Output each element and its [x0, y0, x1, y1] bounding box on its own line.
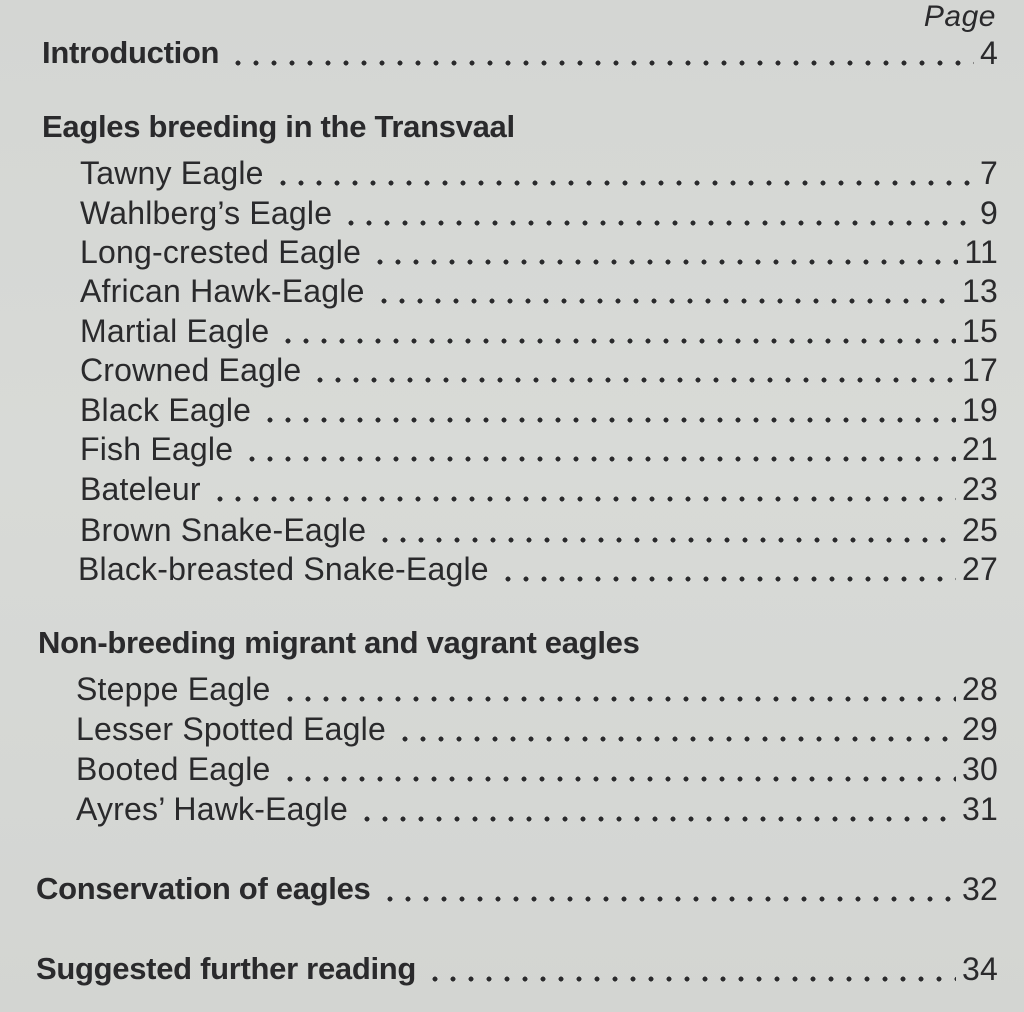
- dot-leader: [426, 952, 956, 986]
- dot-leader: [342, 196, 974, 230]
- toc-entry: [0, 387, 1024, 427]
- dot-leader: [281, 752, 956, 786]
- toc-entry-title: Bateleur: [80, 471, 201, 507]
- dot-leader: [229, 36, 974, 70]
- dot-leader: [375, 274, 956, 308]
- toc-entry-further-reading: [0, 946, 1024, 986]
- toc-entry-title: Black Eagle: [80, 392, 252, 428]
- toc-entry-title: Booted Eagle: [76, 751, 271, 787]
- toc-entry-page: 32: [962, 871, 998, 907]
- toc-entry-page: 11: [964, 234, 998, 270]
- dot-leader: [381, 872, 957, 906]
- toc-entry-page: 19: [962, 392, 998, 428]
- toc-entry: [0, 746, 1024, 786]
- toc-entry-title: Black-breasted Snake-Eagle: [78, 551, 489, 587]
- toc-entry-page: 15: [962, 313, 998, 349]
- dot-leader: [371, 235, 958, 269]
- toc-entry: [0, 546, 1024, 586]
- toc-entry: [0, 347, 1024, 387]
- toc-entry: [0, 150, 1024, 190]
- toc-entry: [0, 229, 1024, 269]
- toc-entry-title: Wahlberg’s Eagle: [80, 195, 333, 231]
- dot-leader: [274, 156, 974, 190]
- toc-entry-title: Crowned Eagle: [80, 352, 302, 388]
- toc-entry-page: 31: [962, 791, 998, 827]
- toc-entry-page: 9: [980, 195, 998, 231]
- toc-entry-page: 27: [962, 551, 998, 587]
- toc-entry-page: 13: [962, 273, 998, 309]
- dot-leader: [281, 672, 956, 706]
- dot-leader: [211, 472, 956, 506]
- toc-entry-title: Lesser Spotted Eagle: [76, 711, 386, 747]
- toc-entry-title: Suggested further reading: [36, 951, 417, 986]
- toc-entry-conservation: [0, 866, 1024, 906]
- toc-entry-page: 21: [962, 431, 998, 467]
- toc-entry-title: Tawny Eagle: [80, 155, 264, 191]
- toc-entry: [0, 268, 1024, 308]
- toc-entry-title: Fish Eagle: [80, 431, 234, 467]
- toc-entry-title: Martial Eagle: [80, 313, 270, 349]
- section-heading-nonbreeding: Non-breeding migrant and vagrant eagles: [38, 625, 640, 660]
- toc-entry-title: Steppe Eagle: [76, 671, 271, 707]
- dot-leader: [376, 513, 956, 547]
- section-heading-breeding: Eagles breeding in the Transvaal: [42, 109, 515, 144]
- dot-leader: [243, 432, 956, 466]
- toc-entry: [0, 308, 1024, 348]
- toc-entry-page: 29: [962, 711, 998, 747]
- toc-entry: [0, 466, 1024, 506]
- toc-entry-page: 4: [980, 35, 998, 71]
- dot-leader: [279, 314, 956, 348]
- toc-entry-page: 34: [962, 951, 998, 987]
- page-column-heading: Page: [923, 0, 996, 33]
- toc-entry-title: African Hawk-Eagle: [80, 273, 365, 309]
- toc-entry-page: 17: [962, 352, 998, 388]
- toc-entry: [0, 706, 1024, 746]
- toc-entry: [0, 786, 1024, 826]
- toc-entry: [0, 666, 1024, 706]
- toc-entry: [0, 426, 1024, 466]
- dot-leader: [261, 393, 956, 427]
- toc-entry-title: Conservation of eagles: [36, 871, 371, 906]
- toc-entry: [0, 507, 1024, 547]
- toc-entry-title: Introduction: [42, 35, 220, 70]
- toc-entry: [0, 190, 1024, 230]
- dot-leader: [396, 712, 956, 746]
- toc-entry-page: 25: [962, 512, 998, 548]
- toc-entry-title: Brown Snake-Eagle: [80, 512, 367, 548]
- toc-entry-title: Long-crested Eagle: [80, 234, 362, 270]
- toc-entry-page: 30: [962, 751, 998, 787]
- toc-entry-page: 28: [962, 671, 998, 707]
- toc-entry-introduction: [0, 30, 1024, 70]
- dot-leader: [358, 792, 956, 826]
- dot-leader: [311, 353, 956, 387]
- toc-entry-title: Ayres’ Hawk-Eagle: [76, 791, 348, 827]
- toc-entry-page: 23: [962, 471, 998, 507]
- toc-entry-page: 7: [980, 155, 998, 191]
- dot-leader: [499, 552, 956, 586]
